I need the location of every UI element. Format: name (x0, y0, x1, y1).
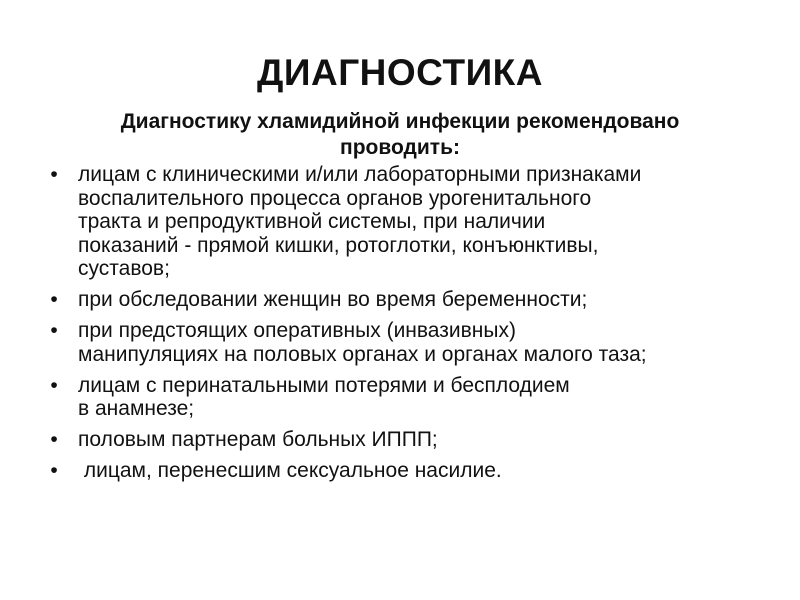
subtitle-line-1: Диагностику хламидийной инфекции рекомендовано (120, 110, 680, 133)
bullet-list (47, 163, 777, 490)
bullet-dot-icon: • (50, 319, 58, 342)
bullet-dot-icon: • (50, 163, 58, 186)
bullet-dot-icon: • (50, 459, 58, 482)
bullet-dot-icon: • (50, 373, 58, 397)
bullet-text: лицам, перенесшим сексуальное насилие. (78, 459, 502, 482)
bullet-text: половым партнерам больных ИППП; (78, 428, 438, 451)
bullet-dot-icon: • (50, 288, 58, 311)
slide-title: ДИАГНОСТИКА (257, 52, 543, 93)
bullet-text: лицам с клиническими и/или лабораторными признаками воспалительного процесса органов урогенитального тракта и репродуктивной системы, при наличии показаний - прямой кишки, ротоглотки, конъюнктивы, суставов; (78, 163, 642, 280)
bullet-item (47, 319, 777, 366)
bullet-item (47, 163, 777, 281)
bullet-dot-icon: • (50, 428, 58, 451)
subtitle-line-2: проводить: (340, 136, 460, 159)
bullet-item (47, 288, 777, 312)
bullet-text: при обследовании женщин во время беременности; (78, 288, 588, 311)
bullet-item (47, 459, 777, 483)
bullet-item (47, 374, 777, 421)
bullet-text: лицам с перинатальными потерями и бесплодием в анамнезе; (78, 373, 570, 420)
slide-subtitle (40, 109, 760, 161)
bullet-item (47, 428, 777, 452)
bullet-text: при предстоящих оперативных (инвазивных) манипуляциях на половых органах и органах малого таза; (78, 319, 647, 366)
